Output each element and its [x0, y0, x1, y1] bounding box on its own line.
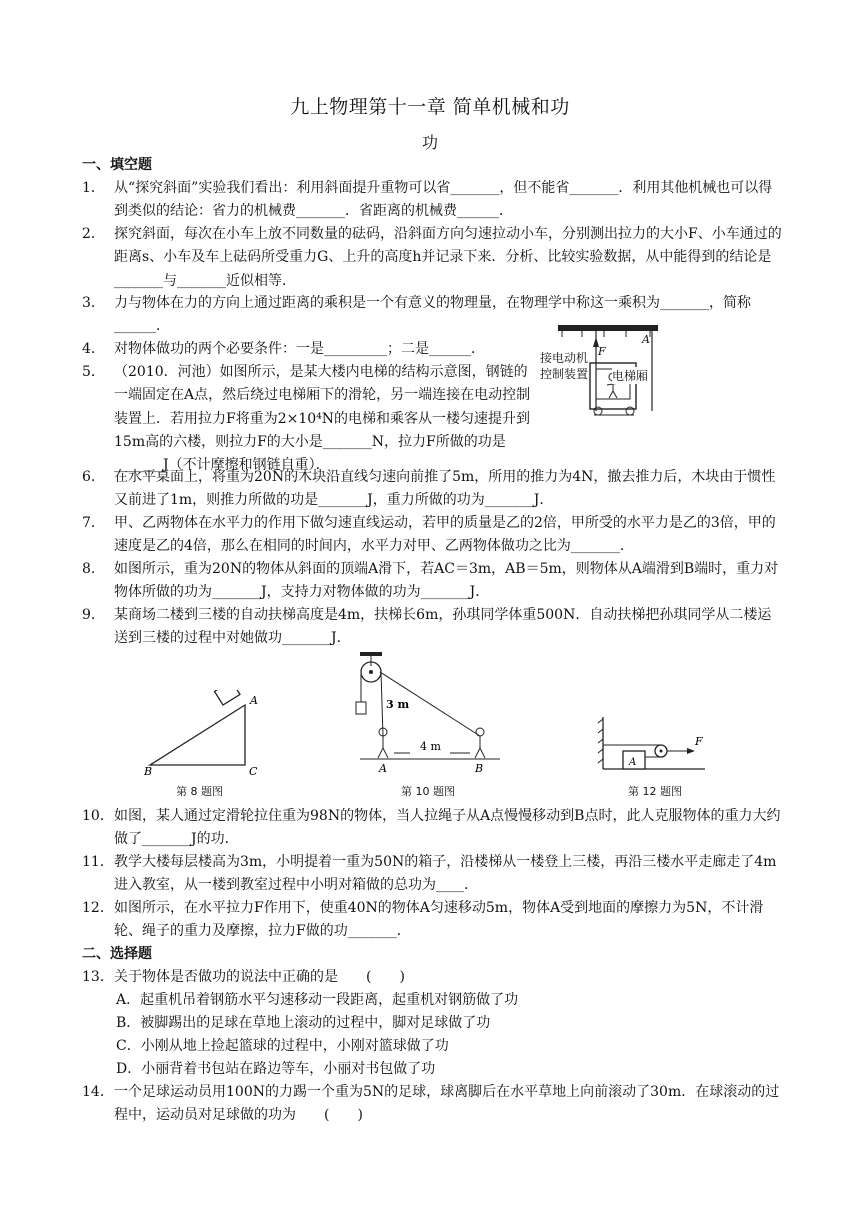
page-subtitle: 功 — [421, 133, 438, 152]
question-number: 13． — [82, 969, 114, 985]
question-number: 5． — [82, 364, 105, 380]
fig10-height: 3 m — [386, 698, 410, 711]
fig8-label-c: C — [249, 765, 258, 778]
elevator-force-f: F — [598, 345, 606, 358]
page-title: 九上物理第十一章 简单机械和功 — [290, 96, 570, 118]
question-4 — [82, 338, 542, 361]
q13-option-a: A．起重机吊着钢筋水平匀速移动一段距离，起重机对钢筋做了功 — [116, 992, 519, 1008]
question-number: 6． — [82, 469, 105, 485]
question-10 — [82, 805, 782, 852]
q13-option-b: B．被脚踢出的足球在草地上滚动的过程中，脚对足球做了功 — [116, 1015, 491, 1031]
question-text: 如图所示，在水平拉力F作用下，使重40N的物体A匀速移动5m，物体A受到地面的摩擦力为5N，不计滑轮、绳子的重力及摩擦，拉力F做的功_______． — [114, 900, 764, 940]
question-12 — [82, 897, 782, 944]
fig12-label-a: A — [629, 757, 637, 768]
question-14 — [82, 1081, 782, 1128]
question-9 — [82, 604, 782, 651]
fig10-label-a: A — [379, 762, 387, 775]
fig10-label-b: B — [475, 762, 484, 775]
pulley-diagram — [330, 650, 510, 780]
question-1 — [82, 177, 782, 224]
question-number: 10． — [82, 808, 114, 824]
question-number: 7． — [82, 515, 105, 531]
question-text: 从“探究斜面”实验我们看出：利用斜面提升重物可以省_______，但不能省_______．利用其他机械也可以得到类似的结论：省力的机械费_______．省距离的机械费______． — [114, 180, 773, 220]
question-number: 12． — [82, 900, 114, 916]
question-number: 4． — [82, 341, 105, 357]
question-7 — [82, 512, 782, 559]
question-2 — [82, 223, 782, 293]
fig8-label-b: B — [144, 765, 153, 778]
fig10-width: 4 m — [420, 740, 441, 753]
question-text: 在水平桌面上，将重为20N的木块沿直线匀速向前推了5m，所用的推力为4N，撤去推力后，木块由于惯性又前进了1m，则推力所做的功是_______J，重力所做的功为_______J． — [114, 469, 776, 509]
q13-option-c: C．小刚从地上捡起篮球的过程中，小刚对篮球做了功 — [116, 1038, 449, 1054]
question-text: 探究斜面，每次在小车上放不同数量的砝码，沿斜面方向匀速拉动小车，分别测出拉力的大小F、小车通过的距离s、小车及车上砝码所受重力G、上升的高度h并记录下来．分析、比较实验数据，从中能得到的结论是_______与_______近似相等． — [114, 226, 782, 289]
elevator-point-a: A — [642, 333, 650, 346]
elevator-label-car: 电梯厢 — [612, 369, 649, 383]
question-6 — [82, 466, 782, 513]
fig8-label-a: A — [250, 694, 258, 707]
question-number: 3． — [82, 295, 105, 311]
question-number: 8． — [82, 561, 105, 577]
question-text: 教学大楼每层楼高为3m，小明提着一重为50N的箱子，沿楼梯从一楼登上三楼，再沿三楼水平走廊走了4m进入教室，从一楼到教室过程中小明对箱做的总功为____． — [114, 854, 777, 894]
question-text: 一个足球运动员用100N的力踢一个重为5N的足球，球离脚后在水平草地上向前滚动了30m．在球滚动的过程中，运动员对足球做的功为 ( ) — [114, 1084, 780, 1124]
section-fill-in: 一、填空题 — [82, 157, 152, 173]
section-multiple-choice: 二、选择题 — [82, 946, 152, 962]
question-number: 9． — [82, 607, 105, 623]
question-3 — [82, 292, 782, 339]
question-text: 关于物体是否做功的说法中正确的是 ( ) — [114, 969, 405, 985]
elevator-label-control: 控制装置 — [540, 367, 589, 381]
question-number: 2． — [82, 226, 105, 242]
question-11 — [82, 851, 782, 898]
fig12-force-f: F — [695, 735, 703, 748]
elevator-label-motor: 接电动机 — [540, 351, 589, 365]
question-number: 1． — [82, 180, 105, 196]
incline-diagram — [140, 690, 280, 780]
question-text: 对物体做功的两个必要条件：一是_________；二是______． — [114, 341, 485, 357]
horizontal-pulley-diagram — [595, 715, 715, 775]
question-text: 如图，某人通过定滑轮拉住重为98N的物体，当人拉绳子从A点慢慢移动到B点时，此人克服物体的重力大约做了_______J的功． — [114, 808, 781, 848]
q13-option-d: D．小丽背着书包站在路边等车，小丽对书包做了功 — [116, 1061, 436, 1077]
fig10-caption: 第 10 题图 — [401, 785, 455, 798]
fig8-caption: 第 8 题图 — [176, 785, 223, 798]
fig12-caption: 第 12 题图 — [628, 785, 682, 798]
question-5 — [82, 361, 534, 477]
question-13 — [82, 966, 782, 989]
question-text: 甲、乙两物体在水平力的作用下做匀速直线运动，若甲的质量是乙的2倍，甲所受的水平力是乙的3倍，甲的速度是乙的4倍，那么在相同的时间内，水平力对甲、乙两物体做功之比为_______． — [114, 515, 776, 555]
question-text: 力与物体在力的方向上通过距离的乘积是一个有意义的物理量，在物理学中称这一乘积为_______，简称______． — [114, 295, 751, 335]
question-text: 如图所示，重为20N的物体从斜面的顶端A滑下，若AC＝3m，AB＝5m，则物体从A端滑到B端时，重力对物体所做的功为_______J，支持力对物体做的功为_______J． — [114, 561, 779, 601]
question-8 — [82, 558, 782, 605]
question-number: 11． — [82, 854, 114, 870]
question-text: （2010．河池）如图所示，是某大楼内电梯的结构示意图，钢链的一端固定在A点，然后绕过电梯厢下的滑轮，另一端连接在电动控制装置上．若用拉力F将重为2×10⁴N的电梯和乘客从一楼匀速提升到15m高的六楼，则拉力F的大小是_______N，拉力F所做的功是_______J（不计摩擦和钢链自重）． — [114, 364, 531, 474]
question-number: 14． — [82, 1084, 114, 1100]
question-text: 某商场二楼到三楼的自动扶梯高度是4m，扶梯长6m，孙琪同学体重500N．自动扶梯把孙琪同学从二楼运送到三楼的过程中对她做功_______J． — [114, 607, 772, 647]
elevator-labels — [540, 350, 588, 382]
